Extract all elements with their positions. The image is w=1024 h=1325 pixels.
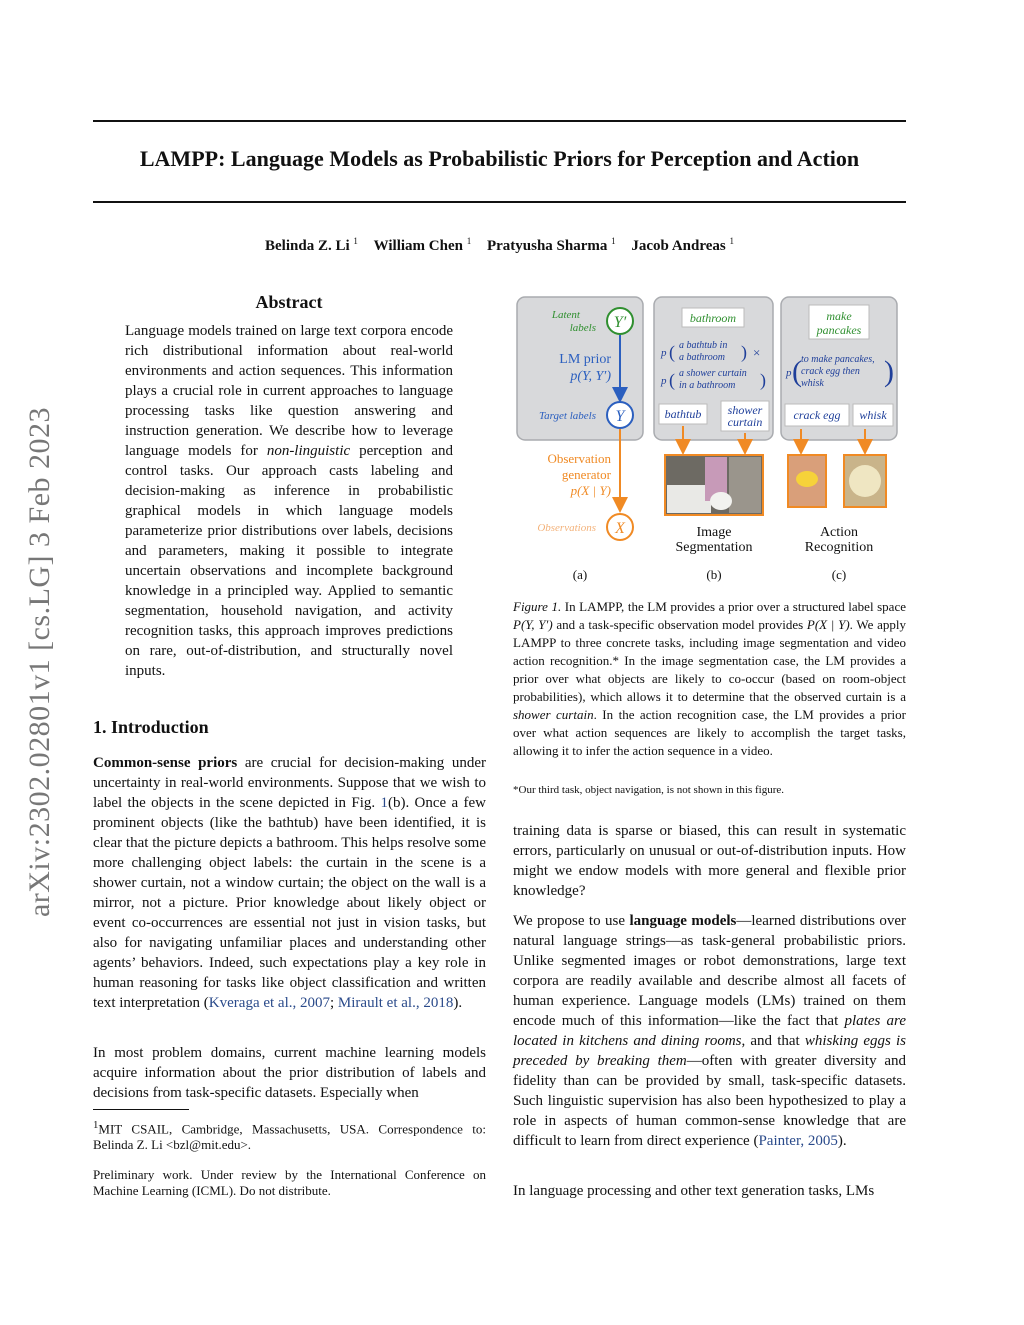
target-labels-text: Target labels <box>539 410 596 422</box>
prob-bracket: ) <box>741 342 747 362</box>
intro-paragraph: Common-sense priors are crucial for decision-making under uncertainty in real-world environments. Suppose that we wish to label the objects in the scene depicted in Fig. 1(b). Once a few prominent objects (like the bathtub) have been identified, it is clear that the picture depicts a bathroom. This helps resolve some more challenging object labels: the curtain in the scene is a shower curtain, not a window curtain; the object on the wall is a mirror, not a picture. Prior knowledge about likely object or event co-occurrences are essential not just in vision tasks, but also for navigating unfamiliar places and understanding other agents’ behaviors. Indeed, such expectations play a key role in human reasoning for tasks like object classification and written text interpretation (Kveraga et al., 2007; Mirault et al., 2018). <box>93 755 487 1011</box>
intro-paragraph: In most problem domains, current machine learning models acquire information about the prior distribution of labels and decisions from task-specific datasets. Especially when <box>93 1045 486 1101</box>
toilet-shape <box>710 492 732 510</box>
prob-bracket: ) <box>760 370 766 390</box>
citation-link[interactable]: Painter, 2005 <box>758 1133 838 1149</box>
body-paragraph: We propose to use language models—learned distributions over natural language strings—as task-general probabilistic priors. Unlike segmented images or robot demonstrations, large text corpora are readily available and describe almost all facets of human experience. Language models (LMs) trained on them encode much of this information—like the fact that plates are located in kitchens and dining rooms, and that whisking eggs is preceded by breaking them—often with greater diversity and fidelity than can be provided by small, task-specific datasets. Such linguistic supervision has also been hypothesized to play a role in aspects of human common-sense knowledge that are difficult to learn from direct experience (Painter, 2005). <box>513 913 907 1149</box>
observations-text: Observations <box>537 522 596 534</box>
target-label-whisk: whisk <box>859 408 887 422</box>
observation-generator-text: Observation <box>547 451 611 466</box>
target-label-bathtub: bathtub <box>664 407 702 421</box>
latent-labels-text: labels <box>569 322 596 334</box>
lm-prior-formula: p(Y, Y′) <box>570 369 611 384</box>
latent-label-bathroom: bathroom <box>689 311 737 325</box>
wall-shape <box>729 457 761 513</box>
node-y-prime-label: Y′ <box>613 314 627 331</box>
prob-bracket: ( <box>669 370 675 390</box>
panel-c-caption: Recognition <box>804 540 874 555</box>
panel-c-letter: (c) <box>831 567 847 582</box>
egg-shape <box>796 471 818 487</box>
node-y-label: Y <box>615 408 625 425</box>
prob-term-text: a bathroom <box>679 352 726 363</box>
prob-term-text: a bathtub in <box>679 340 728 351</box>
prob-bracket: ) <box>884 355 894 388</box>
affiliation-footnote: $^1$MIT CSAIL, Cambridge, Massachusetts, USA. Correspondence to: Belinda Z. Li <bzl@mit.edu>. <box>93 1119 486 1153</box>
figure-reference-link[interactable]: 1 <box>380 795 388 811</box>
abstract-text: Language models trained on large text corpora encode rich distributional information about real-world environments and action sequences. This information plays a crucial role in current approaches to language processing tasks like question answering and instruction generation. We describe how to leverage language models for non-linguistic perception and control tasks. Our approach casts labeling and decision-making as inference in probabilistic graphical models in which language models parameterize prior distributions over labels, decisions and parameters, making it possible to integrate uncertain observations and incomplete background knowledge in a principled way. Applied to semantic segmentation, household navigation, and activity recognition tasks, this approach improves predictions on rare, out-of-distribution, and structurally novel inputs. <box>125 323 453 679</box>
prob-symbol: p <box>661 375 667 387</box>
latent-label-make-pancakes: pancakes <box>816 323 862 337</box>
abstract-heading: Abstract <box>255 292 323 312</box>
title-bottom-rule <box>93 201 906 203</box>
citation-link[interactable]: Mirault et al., 2018 <box>337 995 454 1011</box>
panel-b-letter: (b) <box>706 567 722 582</box>
author-list <box>93 236 906 255</box>
author: William Chen $^1$ <box>373 236 472 254</box>
latent-labels-text: Latent <box>551 309 580 321</box>
prob-bracket: ( <box>792 355 802 388</box>
author: Belinda Z. Li $^1$ <box>265 236 358 254</box>
prob-term-text: crack egg then <box>801 366 860 377</box>
panel-b-caption: Image <box>696 525 732 540</box>
observation-generator-text: generator <box>561 467 611 482</box>
node-x-label: X <box>615 520 625 537</box>
section-heading-introduction: 1. Introduction <box>93 717 209 737</box>
target-label-crack-egg: crack egg <box>793 408 841 422</box>
bathtub-shape <box>667 485 711 513</box>
prob-term-text: in a bathroom <box>679 380 736 391</box>
prob-term-text: a shower curtain <box>679 368 747 379</box>
target-label-shower-curtain: curtain <box>727 415 763 429</box>
target-label-shower-curtain: shower <box>727 403 763 417</box>
panel-b-caption: Segmentation <box>675 540 753 555</box>
author: Jacob Andreas $^1$ <box>631 236 734 254</box>
bowl-shape <box>849 465 881 497</box>
prob-term-text: whisk <box>801 378 824 389</box>
panel-c-caption: Action <box>819 525 859 540</box>
figure-caption-note: *Our third task, object navigation, is not shown in this figure. <box>513 784 784 796</box>
body-paragraph: training data is sparse or biased, this can result in systematic errors, particularly on unusual or out-of-distribution inputs. How might we endow models with more general and flexible prior knowledge? <box>513 823 906 899</box>
arxiv-identifier[interactable]: arXiv:2302.02801v1 [cs.LG] 3 Feb 2023 <box>23 406 56 918</box>
panel-a-letter: (a) <box>572 567 588 582</box>
body-paragraph: In language processing and other text generation tasks, LMs <box>513 1183 875 1199</box>
prob-bracket: ( <box>669 342 675 362</box>
figure-caption: Figure 1. In LAMPP, the LM provides a prior over a structured label space P(Y, Y′) and a task-specific observation model provides P(X | Y). We apply LAMPP to three concrete tasks, including image segmentation and video action recognition.* In the image segmentation case, the LM provides a prior over what objects are likely to co-occur (based on room-object probabilities), which allows it to determine that the observed curtain is a shower curtain. In the action recognition case, the LM provides a prior over what action sequences are likely to accomplish the target tasks, allowing it to infer the action sequence in a video. <box>513 599 906 758</box>
footnote-rule <box>93 1109 189 1110</box>
lm-prior-text: LM prior <box>559 352 611 367</box>
times-symbol: × <box>753 345 761 360</box>
author: Pratyusha Sharma $^1$ <box>486 236 616 254</box>
prob-term-text: to make pancakes, <box>801 354 875 365</box>
latent-label-make-pancakes: make <box>826 309 852 323</box>
paper-title: LAMPP: Language Models as Probabilistic Priors for Perception and Action <box>139 146 860 171</box>
prob-symbol: p <box>661 347 667 359</box>
preliminary-notice: Preliminary work. Under review by the International Conference on Machine Learning (ICML). Do not distribute. <box>93 1167 486 1198</box>
top-rule <box>93 120 906 122</box>
prob-symbol: p <box>786 367 792 379</box>
figure-1 <box>513 293 906 589</box>
citation-link[interactable]: Kveraga et al., 2007 <box>208 995 330 1011</box>
observation-generator-formula: p(X | Y) <box>570 483 611 498</box>
